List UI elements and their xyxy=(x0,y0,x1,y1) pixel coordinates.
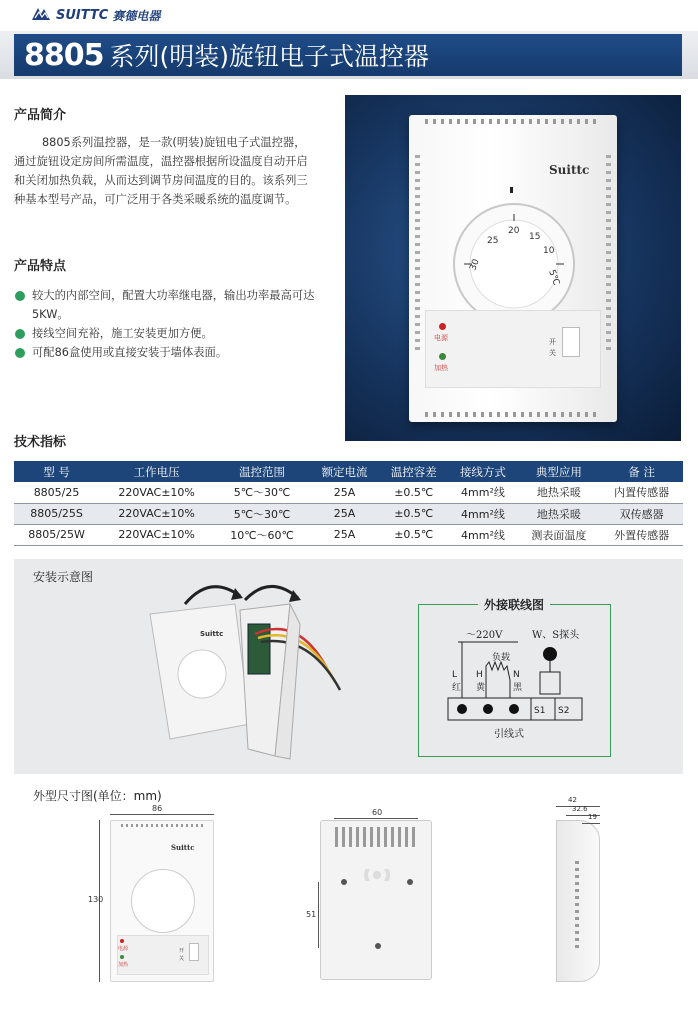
table-cell: 4mm²线 xyxy=(448,503,517,524)
switch-off-label: 关 xyxy=(549,349,556,357)
wiring-L-color: 红 xyxy=(452,683,462,693)
wiring-probe: W、S探头 xyxy=(532,630,580,641)
wiring-caption: 引线式 xyxy=(494,729,524,740)
power-led-icon xyxy=(439,323,446,330)
power-switch[interactable] xyxy=(562,327,580,357)
product-photo xyxy=(345,95,681,441)
title-model: 8805 xyxy=(24,37,104,73)
table-cell: 220VAC±10% xyxy=(99,482,214,503)
front-switch-on: 开 xyxy=(179,948,185,954)
front-led-heat: 加热 xyxy=(118,962,129,968)
logo-cn: 赛德电器 xyxy=(112,8,161,23)
table-cell: 4mm²线 xyxy=(448,524,517,545)
svg-text:10: 10 xyxy=(543,246,555,256)
feature-item: 可配86盒使用或直接安装于墙体表面。 xyxy=(14,343,324,362)
table-cell: 8805/25 xyxy=(14,482,99,503)
spec-heading: 技术指标 xyxy=(14,435,67,450)
spec-header: 备 注 xyxy=(600,461,683,482)
table-cell: 5℃～30℃ xyxy=(214,482,310,503)
logo-icon xyxy=(30,6,52,24)
wiring-L: L xyxy=(452,670,458,680)
dim-front-height: 130 xyxy=(88,895,104,904)
spec-header: 接线方式 xyxy=(448,461,517,482)
wiring-heading: 外接联线图 xyxy=(478,596,550,613)
features-heading: 产品特点 xyxy=(14,259,67,274)
spec-header: 温控范围 xyxy=(214,461,310,482)
front-switch xyxy=(189,943,199,961)
table-cell: ±0.5℃ xyxy=(379,482,448,503)
front-brand: Suittc xyxy=(171,843,195,852)
dim-side-42: 42 xyxy=(568,796,577,804)
table-row xyxy=(14,482,683,503)
wiring-load: 负载 xyxy=(492,653,511,663)
spec-header: 型 号 xyxy=(14,461,99,482)
features-list xyxy=(14,286,324,362)
svg-text:5℃: 5℃ xyxy=(546,268,561,287)
feature-item: 较大的内部空间，配置大功率继电器，输出功率最高可达5KW。 xyxy=(14,286,324,324)
table-cell: 8805/25S xyxy=(14,503,99,524)
switch-on-label: 开 xyxy=(549,338,556,346)
install-brand: Suittc xyxy=(200,630,224,638)
table-cell: ±0.5℃ xyxy=(379,524,448,545)
table-row xyxy=(14,524,683,545)
table-cell: 25A xyxy=(310,503,379,524)
spec-header: 工作电压 xyxy=(99,461,214,482)
table-cell: 25A xyxy=(310,482,379,503)
wiring-schematic xyxy=(440,620,590,745)
heat-led-icon xyxy=(439,353,446,360)
spec-header: 额定电流 xyxy=(310,461,379,482)
wiring-H: H xyxy=(476,670,483,680)
table-cell: ±0.5℃ xyxy=(379,503,448,524)
wiring-S1: S1 xyxy=(534,706,546,716)
logo-text: SUITTC xyxy=(56,7,109,23)
table-cell: 内置传感器 xyxy=(600,482,683,503)
device-brand: Suittc xyxy=(549,163,590,177)
install-heading: 安装示意图 xyxy=(33,570,94,584)
table-cell: 地热采暖 xyxy=(518,482,601,503)
svg-text:15: 15 xyxy=(529,232,541,242)
table-cell: 地热采暖 xyxy=(518,503,601,524)
dim-back-height: 51 xyxy=(306,910,317,919)
table-cell: 外置传感器 xyxy=(600,524,683,545)
dim-back-width: 60 xyxy=(372,808,383,817)
spec-table xyxy=(14,461,683,546)
front-switch-off: 关 xyxy=(179,956,185,962)
wiring-H-color: 黄 xyxy=(476,683,486,693)
wiring-S2: S2 xyxy=(558,706,570,716)
front-heat-led-icon xyxy=(120,955,124,959)
table-row xyxy=(14,503,683,524)
svg-text:25: 25 xyxy=(487,236,499,246)
feature-item: 接线空间充裕，施工安装更加方便。 xyxy=(14,324,324,343)
front-led-power: 电源 xyxy=(118,946,129,952)
table-cell: 4mm²线 xyxy=(448,482,517,503)
title-bar xyxy=(0,31,698,79)
install-illustration xyxy=(140,574,360,764)
mount-hole-icon xyxy=(341,879,347,885)
spec-header: 温控容差 xyxy=(379,461,448,482)
spec-header-row xyxy=(14,461,683,482)
front-view xyxy=(110,820,214,982)
dim-front-width: 86 xyxy=(152,804,163,813)
thermostat-dial[interactable] xyxy=(451,201,577,327)
dim-side-19: 19 xyxy=(588,813,597,821)
table-cell: 220VAC±10% xyxy=(99,524,214,545)
front-power-led-icon xyxy=(120,939,124,943)
front-dial xyxy=(131,869,195,933)
wiring-N-color: 黑 xyxy=(513,683,523,693)
table-cell: 25A xyxy=(310,524,379,545)
dimensions-heading: 外型尺寸图(单位：mm) xyxy=(33,789,162,803)
dim-side-32: 32.6 xyxy=(572,805,588,813)
wiring-N: N xyxy=(513,670,520,680)
back-view xyxy=(320,820,432,980)
intro-heading: 产品简介 xyxy=(14,108,67,123)
brand-logo xyxy=(30,6,160,24)
side-view xyxy=(556,820,600,982)
mount-hole-icon xyxy=(407,879,413,885)
table-cell: 220VAC±10% xyxy=(99,503,214,524)
led-power-label: 电源 xyxy=(434,334,448,342)
table-cell: 双传感器 xyxy=(600,503,683,524)
svg-text:30: 30 xyxy=(468,257,482,273)
table-cell: 8805/25W xyxy=(14,524,99,545)
spec-header: 典型应用 xyxy=(518,461,601,482)
table-cell: 10℃～60℃ xyxy=(214,524,310,545)
svg-text:20: 20 xyxy=(508,226,520,236)
mount-hole-icon xyxy=(375,943,381,949)
intro-body: 8805系列温控器，是一款(明装)旋钮电子式温控器，通过旋钮设定房间所需温度，温控器根据所设温度自动开启和关闭加热负载，从而达到调节房间温度的目的。该系列三种基本型号产品，可广泛用于各类采暖系统的温度调节。 xyxy=(14,136,308,206)
led-heat-label: 加热 xyxy=(434,364,448,372)
table-cell: 5℃～30℃ xyxy=(214,503,310,524)
title-name: 系列(明装)旋钮电子式温控器 xyxy=(109,42,430,71)
wiring-voltage: ～220V xyxy=(466,630,503,641)
table-cell: 测表面温度 xyxy=(518,524,601,545)
